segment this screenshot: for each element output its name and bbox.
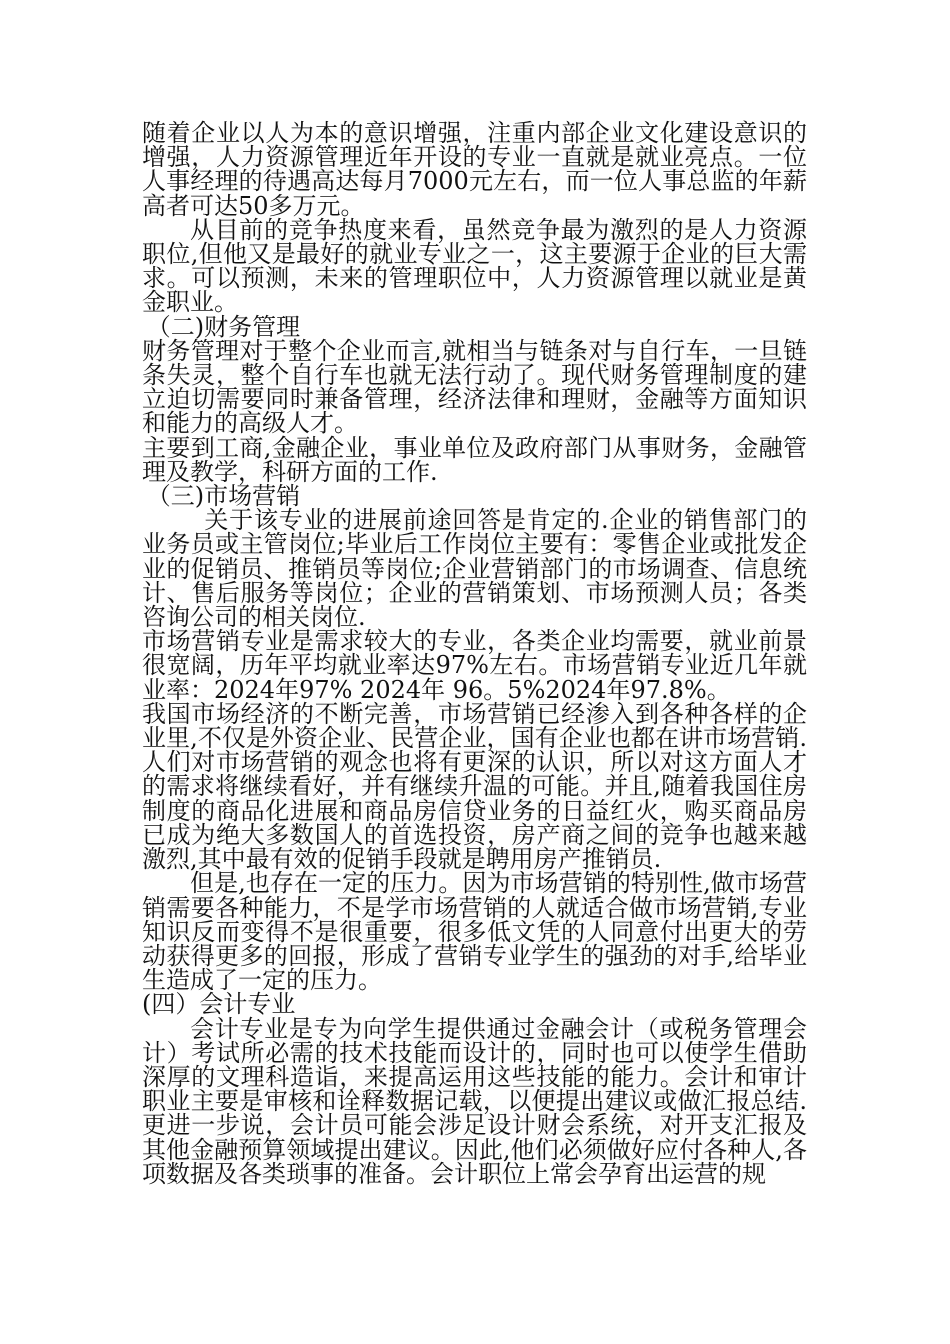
paragraph-marketing-prospects: 关于该专业的进展前途回答是肯定的.企业的销售部门的业务员或主管岗位;毕业后工作岗位主要有：零售企业或批发企业的促销员、推销员等岗位;企业营销部门的市场调查、信息统计、售后服务等岗位；企业的营销策划、市场预测人员；各类咨询公司的相关岗位.: [142, 506, 807, 632]
paragraph-accounting-intro: 会计专业是专为向学生提供通过金融会计（或税务管理会计）考试所必需的技术技能而设计的，同时也可以使学生借助深厚的文理科造诣，来提高运用这些技能的能力。会计和审计职业主要是审核和诠释数据记载，以便提出建议或做汇报总结.更进一步说，会计员可能会涉足设计财会系统，对开支汇报及其他金融预算领域提出建议。因此,他们必须做好应付各种人,各项数据及各类琐事的准备。会计职位上常会孕育出运营的规: [142, 1014, 807, 1188]
section-heading-marketing: （三)市场营销: [146, 482, 301, 511]
paragraph-marketing-economy: 我国市场经济的不断完善，市场营销已经渗入到各种各样的企业里,不仅是外资企业、民营企业，国有企业也都在讲市场营销.人们对市场营销的观念也将有更深的认识，所以对这方面人才的需求将继续看好，并有继续升温的可能。并且,随着我国住房制度的商品化进展和商品房信贷业务的日益红火，购买商品房已成为绝大多数国人的首选投资，房产商之间的竞争也越来越激烈,其中最有效的促销手段就是聘用房产推销员.: [142, 699, 807, 874]
paragraph-marketing-employment-rate: 市场营销专业是需求较大的专业，各类企业均需要，就业前景很宽阔，历年平均就业率达97%左右。市场营销专业近几年就业率：2024年97% 2024年 96。5%2024年97.8%。: [142, 627, 807, 704]
paragraph-finance-careers: 主要到工商,金融企业，事业单位及政府部门从事财务，金融管理及教学，科研方面的工作.: [142, 433, 807, 486]
section-heading-finance: （二)财务管理: [146, 312, 301, 341]
paragraph-hr-intro: 随着企业以人为本的意识增强，注重内部企业文化建设意识的增强，人力资源管理近年开设的专业一直就是就业亮点。一位人事经理的待遇高达每月7000元左右，而一位人事总监的年薪高者可达50多万元。: [142, 119, 807, 220]
paragraph-marketing-pressure: 但是,也存在一定的压力。因为市场营销的特别性,做市场营销需要各种能力，不是学市场营销的人就适合做市场营销,专业知识反而变得不是很重要，很多低文凭的人同意付出更大的劳动获得更多的回报，形成了营销专业学生的强劲的对手,给毕业生造成了一定的压力。: [142, 869, 807, 995]
document-body: [142, 121, 807, 1186]
section-heading-accounting: (四）会计专业: [142, 990, 296, 1019]
paragraph-finance-intro: 财务管理对于整个企业而言,就相当与链条对与自行车，一旦链条失灵，整个自行车也就无法行动了。现代财务管理制度的建立迫切需要同时兼备管理，经济法律和理财，金融等方面知识和能力的高级人才。: [142, 336, 807, 438]
paragraph-hr-competition: 从目前的竞争热度来看，虽然竞争最为激烈的是人力资源职位,但他又是最好的就业专业之一，这主要源于企业的巨大需求。可以预测，未来的管理职位中，人力资源管理以就业是黄金职业。: [142, 215, 807, 317]
